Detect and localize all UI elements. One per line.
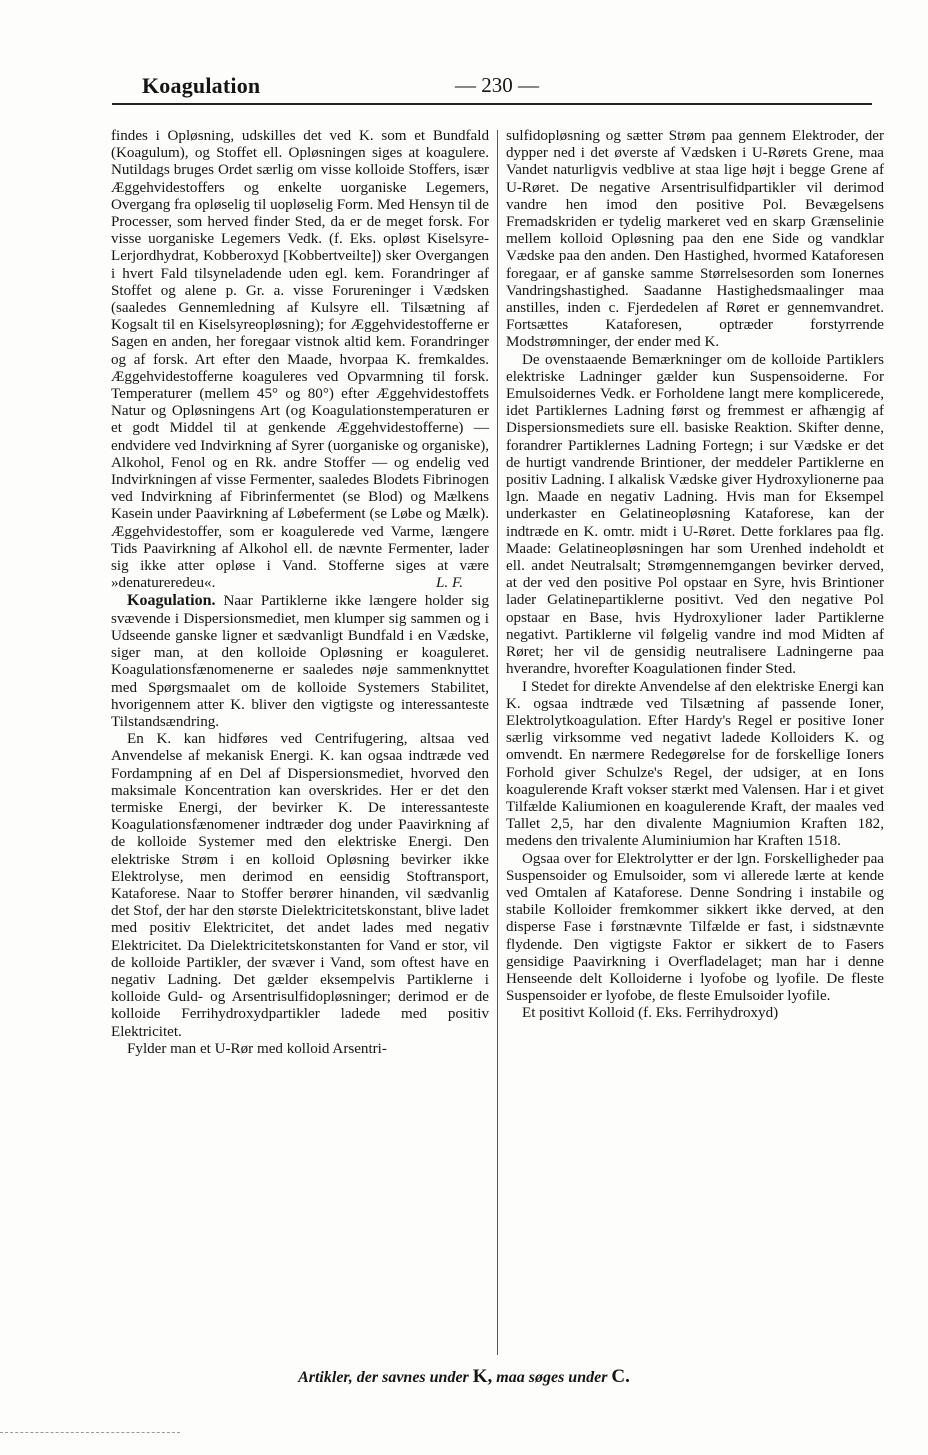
paragraph: Et positivt Kolloid (f. Eks. Ferrihydroxyd)	[522, 1005, 779, 1022]
page-header	[112, 70, 870, 100]
paragraph: De ovenstaaende Bemærkninger om de kolloide Partiklers elektriske Ladninger gælder kun Suspensoiderne. For Emulsoidernes Vedk. er Forholdene langt mere komplicerede, idet Partiklernes Ladning først og fremmest er afhængig af Dispersionsmediets sure ell. basiske Reaktion. Skifter denne, forandrer Partiklernes Ladning Fortegn; i sur Vædske er det de hurtigt vandrende Brintioner, der meddeler Partiklerne en positiv Ladning. I alkalisk Vædske giver Hydroxylionerne paa lgn. Maade en negativ Ladning. Hvis man for Eksempel underkaster en Gelatineopløsning Kataforese, kan der indtræde en K. omtr. midt i U-Røret. Dette forklares paa flg. Maade: Gelatineopløsningen har som Urenhed indeholdt et ell. andet Neutralsalt; Strømgennemgangen bevirker derved, at der ved den positive Pol opstaar en Syre, hvis Brintioner lader Gelatinepartiklerne positivt. Ved den negative Pol opstaar en Base, hvis Hydroxylioner lader Partiklerne negativt. Partiklerne vil følgelig vandre ind mod Midten af Røret; her vil de gensidig neutralisere Ladningerne paa hverandre, hvorefter Koagulationen finder Sted.	[506, 351, 884, 678]
paragraph: Fylder man et U-Rør med kolloid Arsentri-	[127, 1040, 387, 1057]
header-rule	[112, 103, 872, 105]
entry-headword: Koagulation.	[127, 592, 216, 610]
footer-letter-c: C.	[611, 1366, 630, 1387]
left-column	[111, 128, 489, 1058]
paragraph	[111, 592, 489, 731]
footer-text: maa søges under	[496, 1369, 608, 1386]
paragraph: Ogsaa over for Elektrolytter er der lgn. Forskelligheder paa Suspensoider og Emulsoider, som vi allerede lærte at kende ved Omtalen af Kataforese. Denne Sondring i instabile og stabile Kolloider fremkommer sikkert ikke derved, at den disperse Fase i førstnævnte Tilfælde er fast, i sidstnævnte flydende. Den vigtigste Faktor er sikkert de to Fasers gensidige Paavirkning i Overfladelaget; man har i denne Henseende delt Kolloiderne i lyofobe og lyofile. De fleste Suspensoider er lyofobe, de fleste Emulsoider lyofile.	[506, 850, 884, 1005]
paragraph: En K. kan hidføres ved Centrifugering, altsaa ved Anvendelse af mekanisk Energi. K. kan ogsaa indtræde ved Fordampning af en Del af Dispersionsmediet, hvorved den maksimale Koncentration kan overskrides. Her er det den termiske Energi, der bevirker K. De interessanteste Koagulationsfænomener indtræder dog under Paavirkning af de kolloide Systemer med den elektriske Energi. Den elektriske Strøm i en kolloid Opløsning bevirker ikke Elektrolyse, men derimod en eensidig Stoftransport, Kataforese. Naar to Stoffer berører hinanden, vil sædvanlig det Stof, der har den største Dielektricitetskonstant, blive ladet med positiv Elektricitet, det andet lades med negativ Elektricitet. Da Dielektricitetskonstanten for Vand er stor, vil de kolloide Partikler, der svæver i Vand, som oftest have en negativ Ladning. Det gælder eksempelvis Partiklerne i kolloide Guld- og Arsentrisulfidopløsninger; derimod er de kolloide Ferrihydroxydpartikler ladede med positiv Elektricitet.	[111, 731, 489, 1040]
footer-notice	[0, 1366, 928, 1388]
column-divider	[497, 130, 498, 1355]
author-signature: L. F.	[436, 575, 463, 592]
footer-text: Artikler, der savnes under	[298, 1369, 469, 1386]
paragraph-text: findes i Opløsning, udskilles det ved K. som et Bundfald (Koagulum), og Stoffet ell. Opløsningen siges at koagulere. Nutildags bruges Ordet særlig om visse kolloide Stoffers, især Æggehvidestoffers og enkelte uorganiske Legemers, Overgang fra opløselig til uopløselig Form. Med Hensyn til de Processer, som herved finder Sted, da er de meget forsk. For visse uorganiske Legemers Vedk. (f. Eks. opløst Kiselsyre-Lerjordhydrat, Kobberoxyd [Kobbertveilte]) sker Overgangen i hvert Fald tilsyneladende uden egl. kem. Forandringer af Stoffet og alene p. Gr. a. visse Forureninger i Vædsken (saaledes Gennemledning af Kulsyre ell. Tilsætning af Kogsalt til en Kiselsyreopløsning); for Æggehvidestofferne er Sagen en anden, her foregaar vistnok altid kem. Forandringer og af forsk. Art efter den Maade, hvorpaa K. fremkaldes. Æggehvidestofferne koaguleres ved Opvarmning til forsk. Temperaturer (mellem 45° og 80°) efter Æggehvidestoffets Natur og Opløsningens Art (og Koagulationstemperaturen er et godt Middel til at genkende Æggehvidestofferne) — endvidere ved Indvirkning af Syrer (uorganiske og organiske), Alkohol, Fenol og en Rk. andre Stoffer — og endelig ved Indvirkningen af visse Fermenter, saaledes Blodets Fibrinogen ved Indvirkning af Fibrinfermentet (se Blod) og Mælkens Kasein under Paavirkning af Løbeferment (se Løbe og Mælk). Æggehvidestoffer, som er koagulerede ved Varme, længere Tids Paavirkning af Alkohol ell. de nævnte Fermenter, lader sig ikke atter opløse i Vand. Stofferne siges at være »denatureredeu«.	[111, 128, 489, 592]
page-number: — 230 —	[455, 73, 539, 97]
bottom-rule	[0, 1432, 180, 1433]
paragraph: sulfidopløsning og sætter Strøm paa gennem Elektroder, der dypper ned i det øverste af Vædsken i U-Rørets Grene, maa Vandet naturligvis vedblive at staa lige højt i begge Grene af U-Røret. De negative Arsentrisulfidpartikler vil derimod vandre hen imod den positive Pol. Bevægelsens Fremadskriden er tydelig markeret ved en skarp Grænselinie mellem kolloid Opløsning paa den ene Side og vandklar Vædske paa den anden. Den Hastighed, hvormed Kataforesen foregaar, er af ganske samme Størrelsesorden som Ionernes Vandringshastighed. Saadanne Hastighedsmaalinger maa anstilles, inden c. Fjerdedelen af Røret er gennemvandret. Fortsættes Kataforesen, optræder forstyrrende Modstrømninger, der ender med K.	[506, 128, 884, 351]
running-title: Koagulation	[142, 73, 261, 98]
right-column	[506, 128, 884, 1023]
footer-letter-k: K,	[472, 1366, 493, 1387]
paragraph	[111, 128, 489, 592]
paragraph: I Stedet for direkte Anvendelse af den elektriske Energi kan K. ogsaa indtræde ved Tilsætning af passende Ioner, Elektrolytkoagulation. Efter Hardy's Regel er positive Ioner særlig virksomme ved negativt ladede Kolloiders K. og omvendt. En nærmere Redegørelse for de forskellige Ioners Forhold giver Schulze's Regel, der udsiger, at en Ions koagulerende Kraft vokser stærkt med Valensen. Har i et givet Tilfælde Kaliumionen en koagulerende Kraft, der maales ved Tallet 2,5, har den divalente Magniumion Kraften 182, medens den trivalente Aluminiumion har Kraften 1518.	[506, 678, 884, 850]
paragraph-text: Naar Partiklerne ikke længere holder sig svævende i Dispersionsmediet, men klumper sig sammen og i Udseende ganske ligner et sædvanligt Bundfald i en Vædske, siger man, at den kolloide Opløsning er koaguleret. Koagulationsfænomenerne er saaledes nøje sammenknyttet med Spørgsmaalet om de kolloide Systemers Stabilitet, hvorigennem atter K. bliver den vigtigste og interessanteste Tilstandsændring.	[111, 593, 489, 730]
